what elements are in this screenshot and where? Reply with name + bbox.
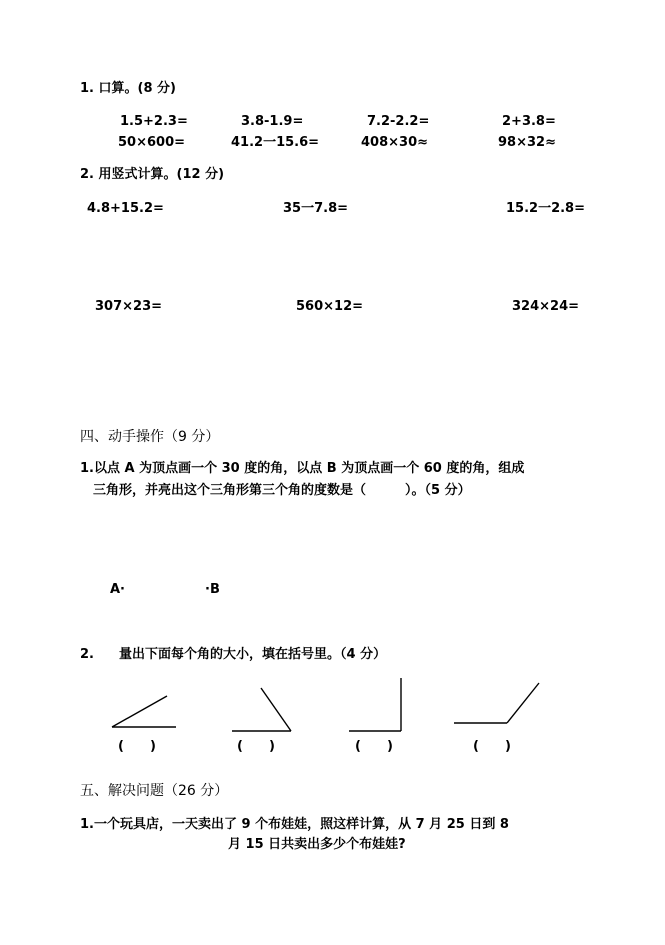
q2-expr-2: 35一7.8=: [283, 201, 349, 216]
angle-answer-bracket-3: ( ): [355, 739, 393, 754]
q1-expr-6: 41.2一15.6=: [231, 135, 320, 150]
angle-figure-3: [349, 678, 401, 731]
angle-figure-2: [232, 688, 291, 731]
q2-expr-1: 4.8+15.2=: [87, 201, 164, 216]
section4-q1-line2: 三角形，并亮出这个三角形第三个角的度数是（ ）。（5 分）: [93, 483, 471, 498]
angle-answer-bracket-4: ( ): [473, 739, 511, 754]
q2-expr-5: 560×12=: [296, 299, 364, 314]
angle-figures: [0, 670, 665, 740]
section5-q1-line2: 月 15 日共卖出多少个布娃娃?: [228, 837, 406, 852]
angle-figure-4: [454, 683, 539, 723]
section5-q1-line1: 1.一个玩具店，一天卖出了 9 个布娃娃，照这样计算，从 7 月 25 日到 8: [80, 817, 509, 832]
q2-expr-4: 307×23=: [95, 299, 163, 314]
angle-figure-1: [112, 696, 176, 727]
section4-q2-text: 量出下面每个角的大小，填在括号里。（4 分）: [119, 647, 387, 662]
section4-title: 四、动手操作（9 分）: [80, 429, 220, 445]
q1-expr-1: 1.5+2.3=: [120, 114, 188, 129]
q2-expr-6: 324×24=: [512, 299, 580, 314]
q1-expr-2: 3.8-1.9=: [241, 114, 304, 129]
point-a-label: A·: [110, 582, 125, 597]
section5-title: 五、解决问题（26 分）: [80, 783, 229, 799]
section4-q1-line1: 1.以点 A 为顶点画一个 30 度的角，以点 B 为顶点画一个 60 度的角，组成: [80, 461, 525, 476]
q1-title: 1. 口算。(8 分): [80, 81, 176, 96]
q1-expr-7: 408×30≈: [361, 135, 429, 150]
q1-expr-8: 98×32≈: [498, 135, 556, 150]
angle-answer-bracket-2: ( ): [237, 739, 275, 754]
q1-expr-5: 50×600=: [118, 135, 186, 150]
q1-expr-3: 7.2-2.2=: [367, 114, 430, 129]
q2-title: 2. 用竖式计算。(12 分): [80, 167, 225, 182]
section4-q2-number: 2.: [80, 647, 94, 662]
point-b-label: ·B: [205, 582, 220, 597]
q1-expr-4: 2+3.8=: [502, 114, 556, 129]
angle-answer-bracket-1: ( ): [118, 739, 156, 754]
q2-expr-3: 15.2一2.8=: [506, 201, 585, 216]
